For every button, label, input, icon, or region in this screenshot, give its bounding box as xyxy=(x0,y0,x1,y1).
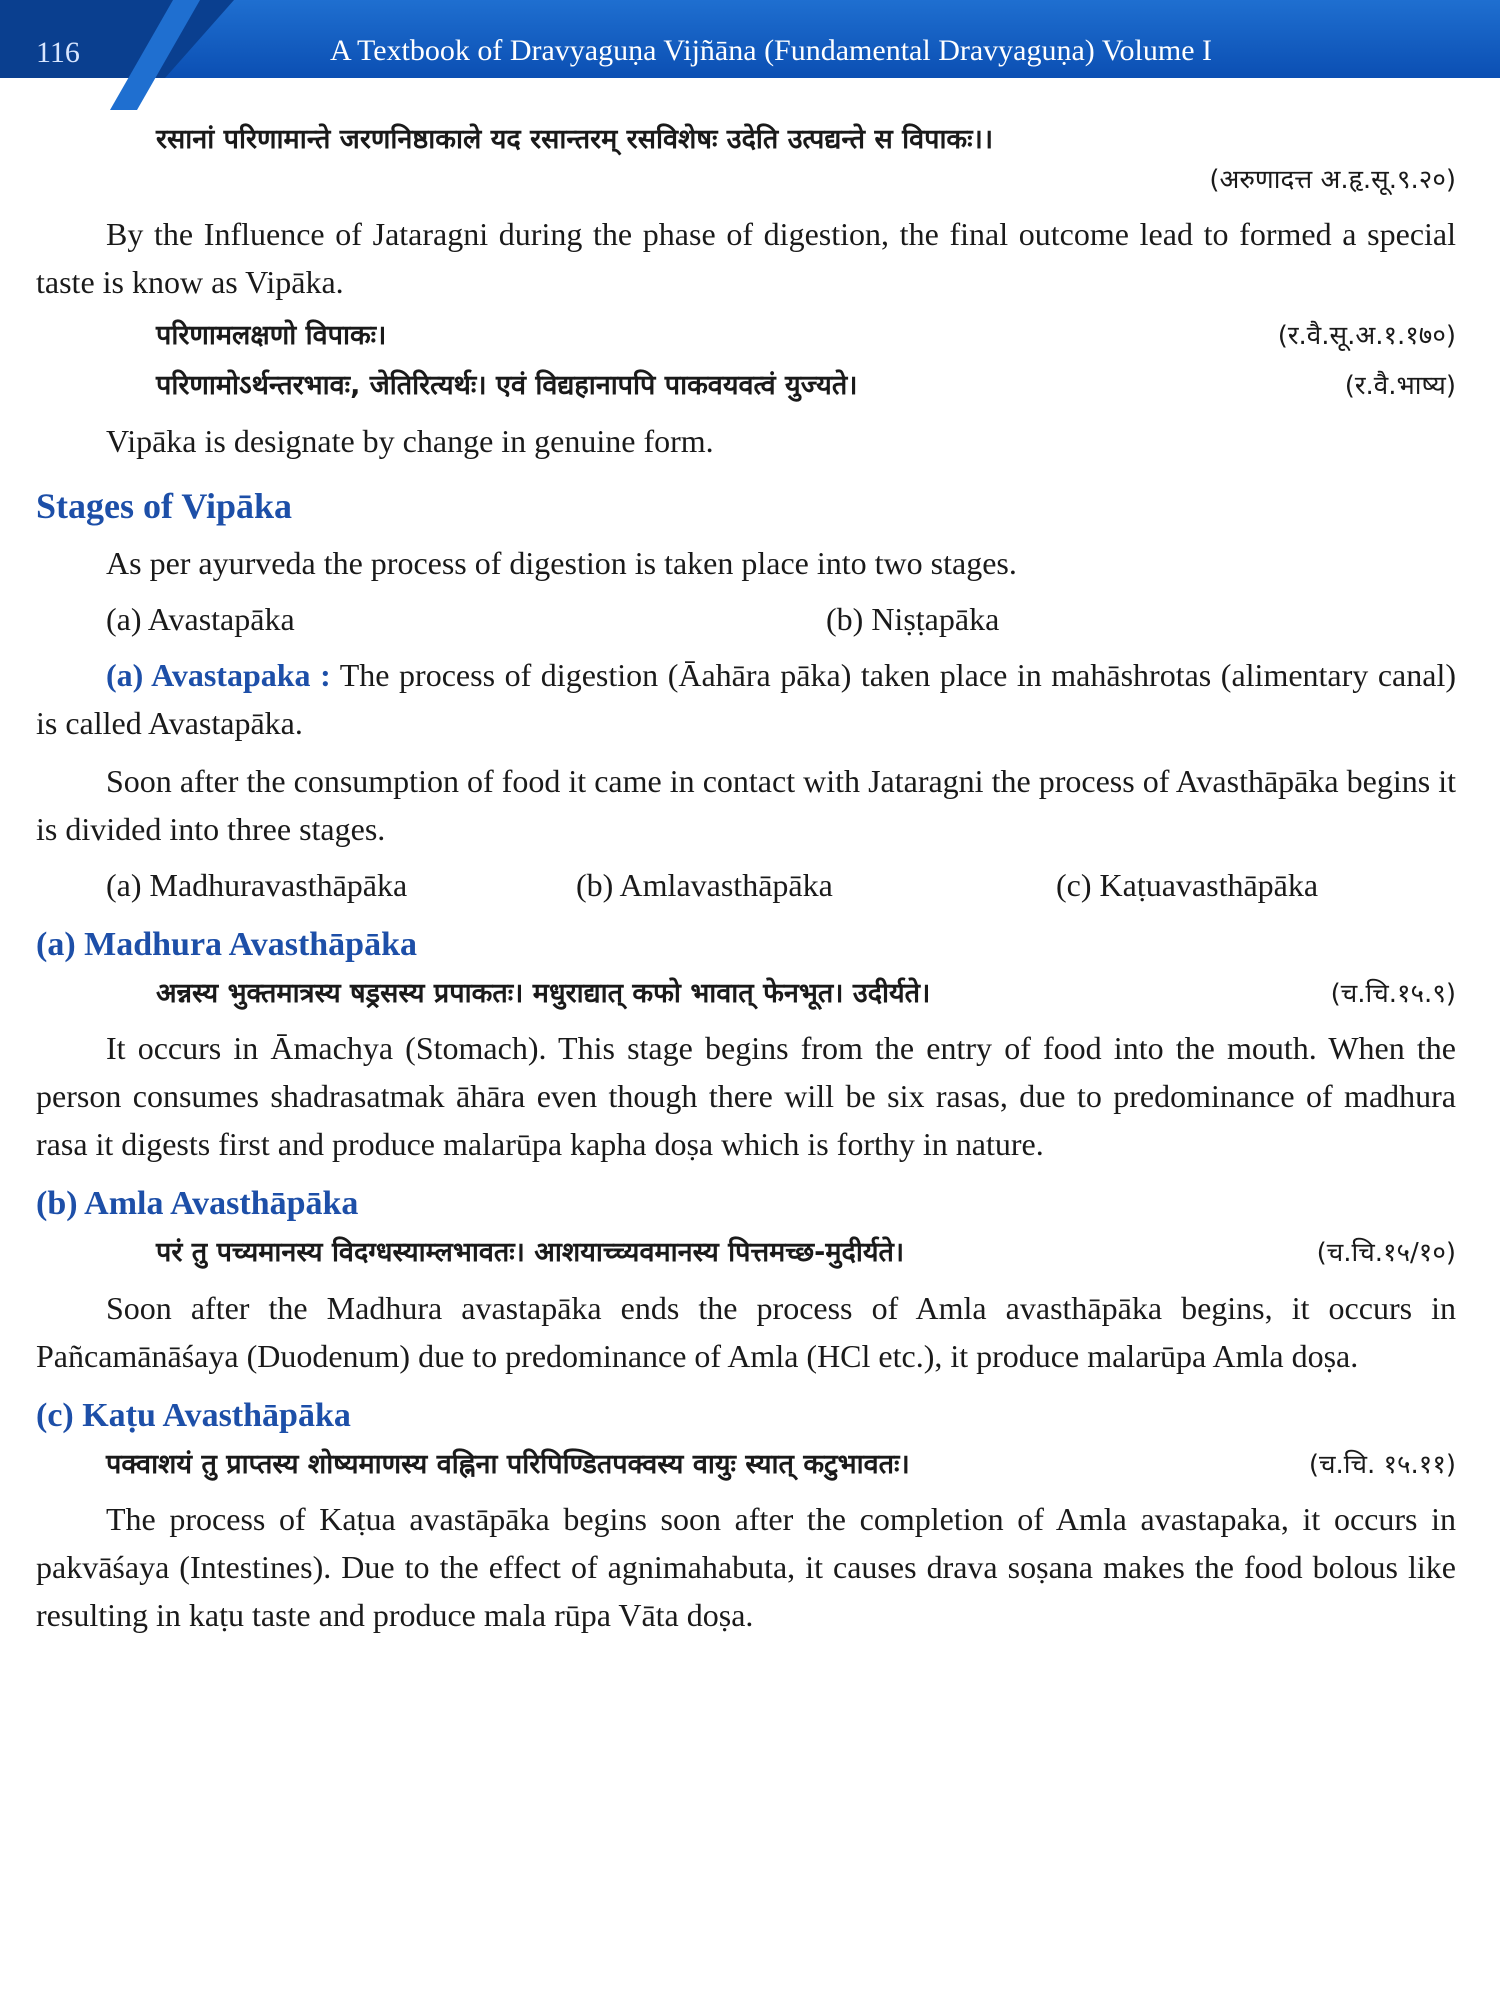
section-heading-stages: Stages of Vipāka xyxy=(36,485,293,526)
verse-3-text: परिणामोऽर्थन्तरभावः, जेतिरित्यर्थः। एवं विद्यहानापपि पाकवयवत्वं युज्यते। xyxy=(156,370,858,401)
madhura-paragraph: It occurs in Āmachya (Stomach). This stage begins from the entry of food into the mouth. When the person consumes shadrasatmak āhāra even though there will be six rasas, due to predominance of madhura rasa it digests first and produce malarūpa kapha doṣa which is forthy in nature. xyxy=(36,1030,1456,1162)
verse-1-text: रसानां परिणामान्ते जरणनिष्ठाकाले यद रसान्तरम् रसविशेषः उदेति उत्पद्यन्ते स विपाकः।। xyxy=(156,124,994,155)
page-header xyxy=(0,0,1500,78)
amla-verse xyxy=(36,1233,1456,1274)
avastapaka-definition xyxy=(36,651,1456,747)
paragraph-jataragni: By the Influence of Jataragni during the phase of digestion, the final outcome lead to formed a special taste is know as Vipāka. xyxy=(36,215,1456,300)
page-number: 116 xyxy=(36,36,80,69)
madhura-verse-text: अन्नस्य भुक्तमात्रस्य षड्रसस्य प्रपाकतः। मधुराद्यात् कफो भावात् फेनभूत। उदीर्यते। xyxy=(156,977,931,1009)
option-amla: (b) Amlavasthāpāka xyxy=(576,866,833,903)
verse-1 xyxy=(36,120,1456,200)
book-title: A Textbook of Dravyaguṇa Vijñāna (Fundamental Dravyaguṇa) Volume I xyxy=(330,34,1213,67)
amla-verse-text: परं तु पच्यमानस्य विदग्धस्याम्लभावतः। आशयाच्च्यवमानस्य पित्तमच्छ-मुदीर्यते। xyxy=(156,1237,905,1268)
option-nistapaka: (b) Niṣṭapāka xyxy=(826,600,1000,637)
avastapaka-text: The process of digestion (Āahāra pāka) taken place in mahāshrotas (alimentary canal) is called Avastapāka. xyxy=(36,656,1457,741)
katu-paragraph: The process of Kaṭua avastāpāka begins soon after the completion of Amla avastapaka, it occurs in pakvāśaya (Intestines). Due to the effect of agnimahabuta, it causes drava soṣana makes the food bolous like resulting in kaṭu taste and produce mala rūpa Vāta doṣa. xyxy=(36,1501,1456,1633)
avastapaka-label: (a) Avastapaka : xyxy=(106,656,331,693)
amla-paragraph: Soon after the Madhura avastapāka ends the process of Amla avasthāpāka begins, it occurs in Pañcamānāśaya (Duodenum) due to predominance of Amla (HCl etc.), it produce malarūpa Amla doṣa. xyxy=(36,1289,1456,1374)
option-katu: (c) Kaṭuavasthāpāka xyxy=(1056,866,1319,903)
amla-verse-ref: (च.चि.१५/१०) xyxy=(1316,1238,1456,1268)
verse-2 xyxy=(36,316,1456,357)
page-content xyxy=(36,120,1456,1639)
option-avastapaka: (a) Avastapāka xyxy=(106,600,295,637)
avastapaka-options xyxy=(36,861,1456,909)
katu-verse-text: पक्वाशयं तु प्राप्तस्य शोष्यमाणस्य वह्निना परिपिण्डितपक्वस्य वायुः स्यात् कटुभावतः। xyxy=(106,1448,910,1480)
stages-intro: As per ayurveda the process of digestion is taken place into two stages. xyxy=(106,544,1017,581)
section-heading-katu: (c) Kaṭu Avasthāpāka xyxy=(36,1396,351,1434)
avastapaka-paragraph: Soon after the consumption of food it came in contact with Jataragni the process of Avasthāpāka begins it is divided into three stages. xyxy=(36,762,1456,847)
katu-verse-ref: (च.चि. १५.११) xyxy=(1308,1449,1456,1480)
verse-3-ref: (र.वै.भाष्य) xyxy=(1344,371,1456,401)
verse-3 xyxy=(36,366,1456,407)
option-madhura: (a) Madhuravasthāpāka xyxy=(106,866,408,903)
stages-options xyxy=(36,595,1456,643)
paragraph-vipaka-designate: Vipāka is designate by change in genuine form. xyxy=(106,422,714,459)
verse-2-ref: (र.वै.सू.अ.१.१७०) xyxy=(1277,320,1456,351)
madhura-verse-ref: (च.चि.१५.९) xyxy=(1330,978,1456,1009)
section-heading-amla: (b) Amla Avasthāpāka xyxy=(36,1185,359,1222)
verse-1-ref: (अरुणादत्त अ.हृ.सू.९.२०) xyxy=(1209,164,1456,195)
verse-2-text: परिणामलक्षणो विपाकः। xyxy=(156,319,387,351)
section-heading-madhura: (a) Madhura Avasthāpāka xyxy=(36,925,417,963)
katu-verse xyxy=(36,1445,1456,1486)
madhura-verse xyxy=(36,974,1456,1015)
